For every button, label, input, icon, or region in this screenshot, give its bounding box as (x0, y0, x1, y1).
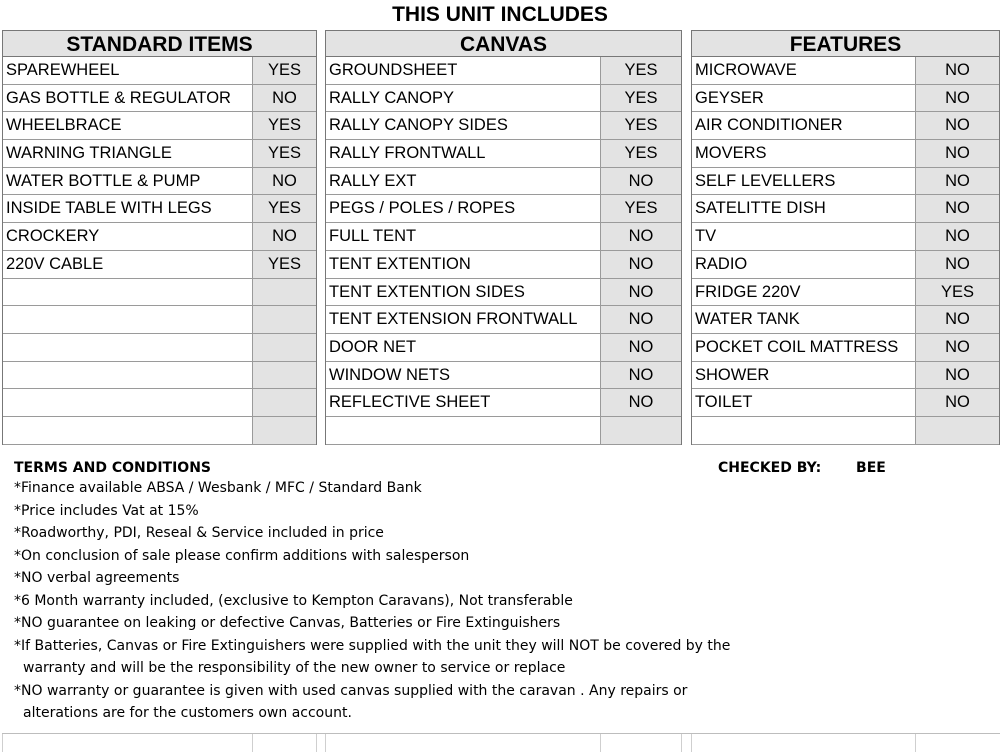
canvas-item-name: TENT EXTENSION FRONTWALL (326, 306, 601, 333)
feature-item-name: TV (692, 223, 916, 250)
feature-item-row (692, 362, 999, 390)
canvas-item-row (326, 57, 681, 85)
standard-item-name: INSIDE TABLE WITH LEGS (3, 195, 253, 222)
canvas-item-row (326, 223, 681, 251)
canvas-item-value: YES (601, 85, 681, 112)
terms-line: warranty and will be the responsibility of the new owner to service or replace (23, 660, 566, 676)
terms-line: alterations are for the customers own account. (23, 705, 352, 721)
canvas-item-value (601, 417, 681, 444)
standard-item-name (3, 279, 253, 306)
feature-item-value: NO (916, 112, 999, 139)
checked-by-label: CHECKED BY: (718, 460, 822, 476)
standard-item-value: YES (253, 140, 316, 167)
standard-item-value (253, 362, 316, 389)
feature-item-row (692, 334, 999, 362)
standard-item-row (3, 251, 316, 279)
canvas-item-value: NO (601, 362, 681, 389)
canvas-item-row (326, 140, 681, 168)
standard-item-value: YES (253, 57, 316, 84)
terms-line: *If Batteries, Canvas or Fire Extinguishers were supplied with the unit they will NOT be covered by the (14, 637, 731, 654)
standard-item-name: WARNING TRIANGLE (3, 140, 253, 167)
standard-item-value (253, 417, 316, 444)
canvas-item-value: NO (601, 168, 681, 195)
standard-item-name: CROCKERY (3, 223, 253, 250)
feature-item-name (692, 417, 916, 444)
canvas-item-name: TENT EXTENTION (326, 251, 601, 278)
feature-item-value: NO (916, 362, 999, 389)
canvas-item-name: RALLY CANOPY SIDES (326, 112, 601, 139)
standard-item-value: NO (253, 223, 316, 250)
feature-item-name: AIR CONDITIONER (692, 112, 916, 139)
features-column (691, 30, 1000, 445)
canvas-item-row (326, 389, 681, 417)
feature-item-row (692, 279, 999, 307)
feature-item-name: SATELITTE DISH (692, 195, 916, 222)
feature-item-value: NO (916, 195, 999, 222)
canvas-item-value: NO (601, 306, 681, 333)
canvas-item-name: PEGS / POLES / ROPES (326, 195, 601, 222)
standard-item-row (3, 140, 316, 168)
canvas-item-name: GROUNDSHEET (326, 57, 601, 84)
feature-item-row (692, 417, 999, 445)
feature-item-name: SELF LEVELLERS (692, 168, 916, 195)
canvas-item-row (326, 85, 681, 113)
canvas-item-value: NO (601, 334, 681, 361)
standard-item-row (3, 57, 316, 85)
standard-item-row (3, 417, 316, 445)
terms-line: *NO warranty or guarantee is given with used canvas supplied with the caravan . Any repairs or (14, 682, 688, 699)
standard-item-value: YES (253, 251, 316, 278)
canvas-item-row (326, 195, 681, 223)
canvas-item-name: RALLY CANOPY (326, 85, 601, 112)
feature-item-value (916, 417, 999, 444)
standard-item-value (253, 334, 316, 361)
standard-item-name: SPAREWHEEL (3, 57, 253, 84)
standard-item-value (253, 306, 316, 333)
canvas-item-name (326, 417, 601, 444)
feature-item-row (692, 57, 999, 85)
feature-item-name: MICROWAVE (692, 57, 916, 84)
canvas-item-value: YES (601, 112, 681, 139)
canvas-item-name: REFLECTIVE SHEET (326, 389, 601, 416)
feature-item-name: POCKET COIL MATTRESS (692, 334, 916, 361)
standard-item-name (3, 389, 253, 416)
standard-item-name (3, 306, 253, 333)
feature-item-name: GEYSER (692, 85, 916, 112)
terms-section (14, 459, 984, 725)
terms-line: *On conclusion of sale please confirm additions with salesperson (14, 547, 470, 564)
canvas-item-row (326, 306, 681, 334)
canvas-item-row (326, 112, 681, 140)
feature-item-row (692, 168, 999, 196)
canvas-item-row (326, 362, 681, 390)
canvas-item-name: DOOR NET (326, 334, 601, 361)
checked-by (718, 459, 886, 477)
feature-item-name: MOVERS (692, 140, 916, 167)
features-header: FEATURES (692, 30, 999, 57)
canvas-item-name: RALLY FRONTWALL (326, 140, 601, 167)
terms-title: TERMS AND CONDITIONS (14, 460, 212, 476)
standard-item-row (3, 223, 316, 251)
standard-item-row (3, 112, 316, 140)
standard-items-column (2, 30, 317, 445)
standard-item-value: NO (253, 168, 316, 195)
standard-item-name (3, 334, 253, 361)
feature-item-value: NO (916, 389, 999, 416)
feature-item-value: NO (916, 168, 999, 195)
terms-line: *Roadworthy, PDI, Reseal & Service included in price (14, 525, 384, 541)
canvas-item-value: NO (601, 279, 681, 306)
page-title: THIS UNIT INCLUDES (392, 3, 608, 26)
checked-by-value: BEE (856, 460, 886, 476)
feature-item-value: NO (916, 334, 999, 361)
canvas-item-value: NO (601, 223, 681, 250)
feature-item-value: NO (916, 306, 999, 333)
feature-item-row (692, 223, 999, 251)
standard-item-value (253, 389, 316, 416)
standard-item-value: YES (253, 195, 316, 222)
standard-item-value: YES (253, 112, 316, 139)
feature-item-row (692, 85, 999, 113)
standard-item-row (3, 362, 316, 390)
feature-item-value: NO (916, 57, 999, 84)
canvas-item-name: RALLY EXT (326, 168, 601, 195)
feature-item-name: TOILET (692, 389, 916, 416)
feature-item-value: NO (916, 140, 999, 167)
canvas-item-value: NO (601, 251, 681, 278)
standard-item-row (3, 306, 316, 334)
canvas-item-value: YES (601, 57, 681, 84)
feature-item-name: FRIDGE 220V (692, 279, 916, 306)
standard-item-name (3, 417, 253, 444)
feature-item-value: NO (916, 85, 999, 112)
feature-item-row (692, 251, 999, 279)
bottom-grid-edge (2, 733, 1000, 752)
canvas-item-value: YES (601, 140, 681, 167)
canvas-item-row (326, 168, 681, 196)
canvas-item-name: TENT EXTENTION SIDES (326, 279, 601, 306)
standard-items-header: STANDARD ITEMS (3, 30, 316, 57)
standard-item-row (3, 279, 316, 307)
terms-line: *NO verbal agreements (14, 570, 180, 586)
standard-item-name (3, 362, 253, 389)
canvas-item-row (326, 251, 681, 279)
feature-item-name: RADIO (692, 251, 916, 278)
canvas-column (325, 30, 682, 445)
terms-line: *Price includes Vat at 15% (14, 502, 199, 519)
feature-item-row (692, 195, 999, 223)
includes-table (2, 30, 1000, 445)
feature-item-row (692, 112, 999, 140)
feature-item-row (692, 306, 999, 334)
standard-item-name: WATER BOTTLE & PUMP (3, 168, 253, 195)
standard-item-value: NO (253, 85, 316, 112)
standard-item-value (253, 279, 316, 306)
feature-item-row (692, 389, 999, 417)
feature-item-value: NO (916, 223, 999, 250)
terms-list (14, 477, 984, 725)
standard-item-name: WHEELBRACE (3, 112, 253, 139)
terms-line: *NO guarantee on leaking or defective Canvas, Batteries or Fire Extinguishers (14, 615, 561, 631)
canvas-item-row (326, 279, 681, 307)
terms-line: *6 Month warranty included, (exclusive to Kempton Caravans), Not transferable (14, 592, 573, 609)
standard-item-row (3, 195, 316, 223)
feature-item-name: WATER TANK (692, 306, 916, 333)
canvas-item-name: FULL TENT (326, 223, 601, 250)
canvas-item-row (326, 334, 681, 362)
feature-item-value: NO (916, 251, 999, 278)
feature-item-row (692, 140, 999, 168)
standard-item-name: 220V CABLE (3, 251, 253, 278)
standard-item-row (3, 389, 316, 417)
terms-line: *Finance available ABSA / Wesbank / MFC / Standard Bank (14, 480, 422, 496)
standard-item-row (3, 334, 316, 362)
standard-item-row (3, 168, 316, 196)
canvas-item-value: NO (601, 389, 681, 416)
canvas-item-name: WINDOW NETS (326, 362, 601, 389)
feature-item-value: YES (916, 279, 999, 306)
canvas-header: CANVAS (326, 30, 681, 57)
standard-item-row (3, 85, 316, 113)
standard-item-name: GAS BOTTLE & REGULATOR (3, 85, 253, 112)
feature-item-name: SHOWER (692, 362, 916, 389)
canvas-item-row (326, 417, 681, 445)
canvas-item-value: YES (601, 195, 681, 222)
